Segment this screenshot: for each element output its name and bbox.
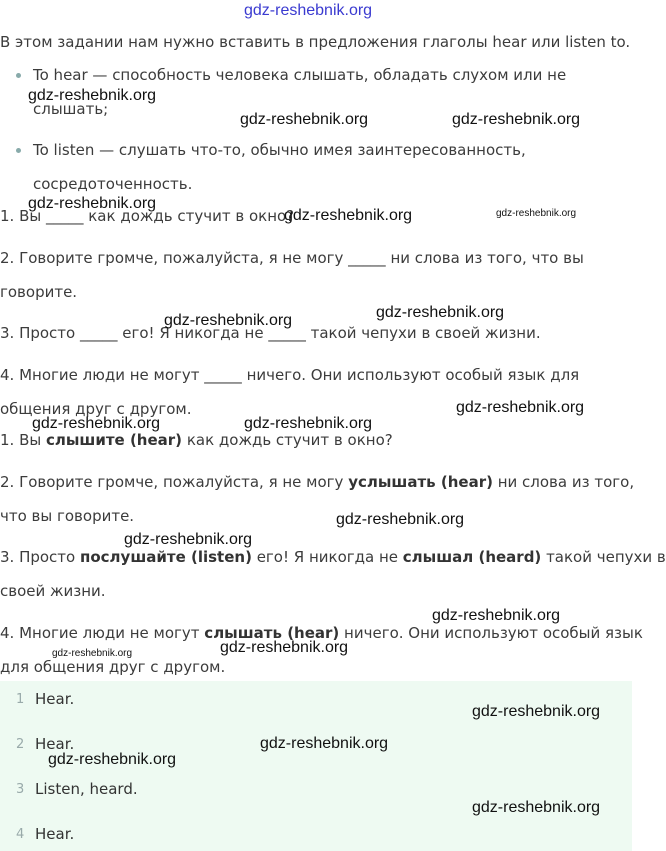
task-2-line2: говорите. xyxy=(0,283,78,301)
answer-number: 4 xyxy=(16,827,25,842)
bullet-1-line1: To hear — способность человека слышать, обладать слухом или не xyxy=(33,66,567,84)
answer-number: 1 xyxy=(16,692,25,707)
task-4-line1: 4. Многие люди не могут _____ ничего. Они используют особый язык для xyxy=(0,366,580,384)
task-1: 1. Вы _____ как дождь стучит в окно? xyxy=(0,207,295,225)
watermark-text: gdz-reshebnik.org xyxy=(28,195,157,212)
watermark-text: gdz-reshebnik.org xyxy=(244,415,373,432)
watermark-text: gdz-reshebnik.org xyxy=(336,511,465,528)
intro-text: В этом задании нам нужно вставить в предложения глаголы hear или listen to. xyxy=(0,33,631,51)
bullet-2-line2: сосредоточенность. xyxy=(33,175,193,193)
watermark-text: gdz-reshebnik.org xyxy=(32,415,161,432)
answer-text: Hear. xyxy=(35,735,75,753)
solution-2-line2: что вы говорите. xyxy=(0,507,135,525)
solution-4-line2: для общения друг с другом. xyxy=(0,658,226,676)
watermark-text: gdz-reshebnik.org xyxy=(240,111,369,128)
task-4-line2: общения друг с другом. xyxy=(0,400,192,418)
bullet-1-line2: слышать; xyxy=(33,100,109,118)
solution-4-line1: 4. Многие люди не могут слышать (hear) ничего. Они используют особый язык xyxy=(0,624,643,642)
watermark-text: gdz-reshebnik.org xyxy=(220,639,349,656)
watermark-text: gdz-reshebnik.org xyxy=(452,111,581,128)
watermark-text: gdz-reshebnik.org xyxy=(244,2,373,19)
solution-3-line2: своей жизни. xyxy=(0,582,106,600)
answer-number: 2 xyxy=(16,737,25,752)
watermark-text: gdz-reshebnik.org xyxy=(260,735,389,752)
solution-2-line1: 2. Говорите громче, пожалуйста, я не могу услышать (hear) ни слова из того, xyxy=(0,473,635,491)
watermark-text: gdz-reshebnik.org xyxy=(376,304,505,321)
answer-text: Listen, heard. xyxy=(35,780,138,798)
watermark-text: gdz-reshebnik.org xyxy=(48,751,177,768)
watermark-text: gdz-reshebnik.org xyxy=(28,87,157,104)
watermark-text: gdz-reshebnik.org xyxy=(432,607,561,624)
task-3: 3. Просто _____ его! Я никогда не _____ такой чепухи в своей жизни. xyxy=(0,324,541,342)
bullet-icon xyxy=(16,148,21,153)
watermark-text: gdz-reshebnik.org xyxy=(164,312,293,329)
bullet-2-line1: To listen — слушать что-то, обычно имея заинтересованность, xyxy=(33,141,526,159)
watermark-text: gdz-reshebnik.org xyxy=(472,799,601,816)
answer-number: 3 xyxy=(16,782,25,797)
watermark-text: gdz-reshebnik.org xyxy=(52,648,133,659)
solution-3-line1: 3. Просто послушайте (listen) его! Я никогда не слышал (heard) такой чепухи в xyxy=(0,548,666,566)
watermark-text: gdz-reshebnik.org xyxy=(496,208,577,219)
watermark-text: gdz-reshebnik.org xyxy=(124,531,253,548)
answer-text: Hear. xyxy=(35,690,75,708)
solution-1: 1. Вы слышите (hear) как дождь стучит в окно? xyxy=(0,431,393,449)
watermark-text: gdz-reshebnik.org xyxy=(284,207,413,224)
task-2-line1: 2. Говорите громче, пожалуйста, я не могу _____ ни слова из того, что вы xyxy=(0,249,584,267)
bullet-icon xyxy=(16,73,21,78)
watermark-text: gdz-reshebnik.org xyxy=(456,399,585,416)
answer-text: Hear. xyxy=(35,825,75,843)
watermark-text: gdz-reshebnik.org xyxy=(472,703,601,720)
